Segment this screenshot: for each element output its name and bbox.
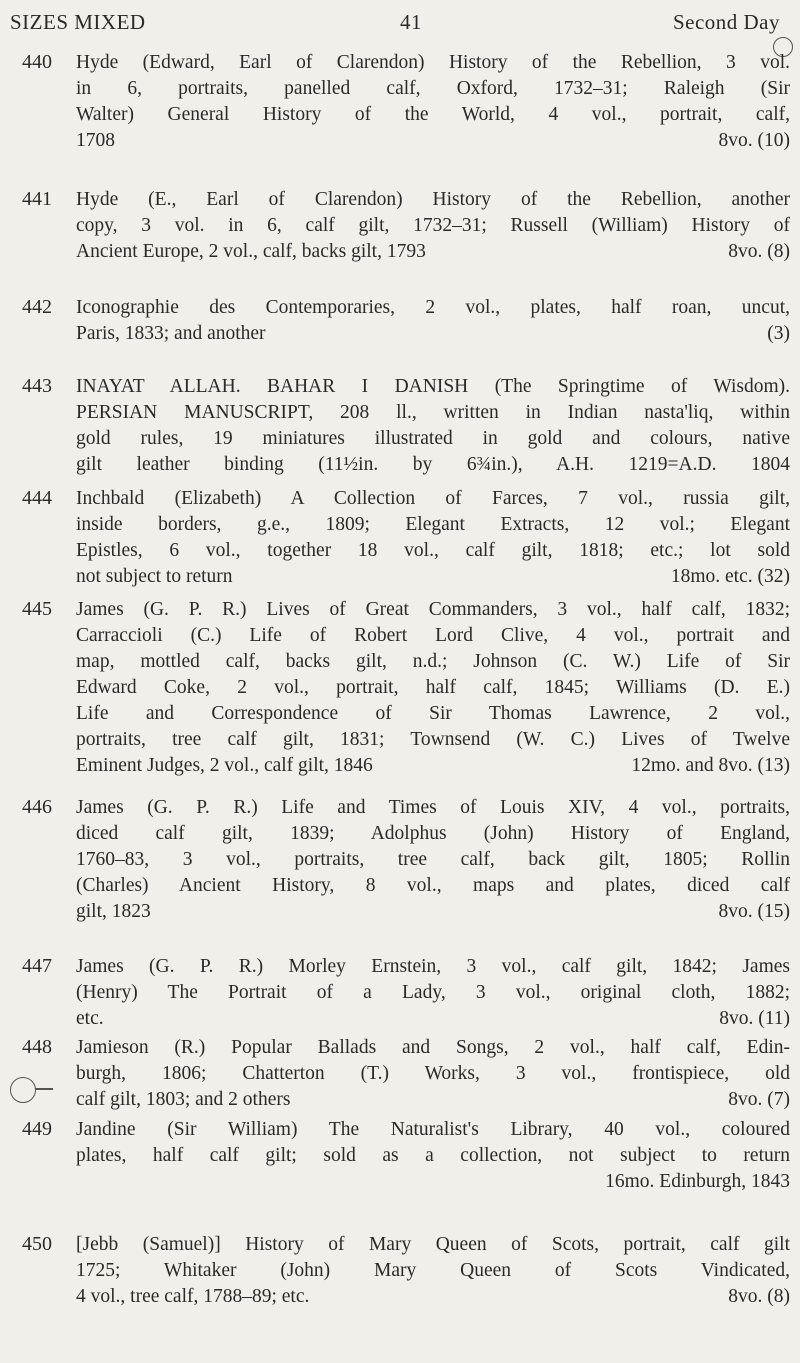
page-header [10,10,780,38]
lot-line: diced calf gilt, 1839; Adolphus (John) History of England, [76,823,790,844]
lot-line: Jamieson (R.) Popular Ballads and Songs, 2 vol., half calf, Edin- [76,1037,790,1058]
lot-line: [Jebb (Samuel)] History of Mary Queen of Scots, portrait, calf gilt [76,1234,790,1255]
lot-description [76,1232,790,1310]
lot-format-count: 16mo. Edinburgh, 1843 [605,1171,790,1192]
lot-description [76,795,790,925]
lot-number: 444 [22,487,52,509]
lot-number: 440 [22,51,52,73]
margin-pointer-line [35,1088,53,1090]
header-day: Second Day [672,10,780,34]
lot-final-line [76,321,790,347]
lot-line: Walter) General History of the World, 4 vol., portrait, calf, [76,104,790,125]
lot-number: 447 [22,955,52,977]
lot-format-count: 8vo. (8) [728,241,790,262]
lot-final-line [76,128,790,154]
lot-number: 448 [22,1036,52,1058]
lot-line: burgh, 1806; Chatterton (T.) Works, 3 vol., frontispiece, old [76,1063,790,1084]
lot-line: 1760–83, 3 vol., portraits, tree calf, back gilt, 1805; Rollin [76,849,790,870]
lot-line: in 6, portraits, panelled calf, Oxford, 1732–31; Raleigh (Sir [76,78,790,99]
lot-line: Hyde (E., Earl of Clarendon) History of the Rebellion, another [76,189,790,210]
lot-format-count: 8vo. (11) [719,1008,790,1029]
lot-description [76,187,790,265]
lot-final-text: Paris, 1833; and another [76,323,266,344]
lot-description [76,954,790,1032]
lot-number: 442 [22,296,52,318]
lot-line: copy, 3 vol. in 6, calf gilt, 1732–31; Russell (William) History of [76,215,790,236]
lot-line: (Henry) The Portrait of a Lady, 3 vol., original cloth, 1882; [76,982,790,1003]
lot-description [76,597,790,779]
lot-final-text: Eminent Judges, 2 vol., calf gilt, 1846 [76,755,373,776]
lot-line: Jandine (Sir William) The Naturalist's Library, 40 vol., coloured [76,1119,790,1140]
lot-number: 450 [22,1233,52,1255]
lot-final-line [76,1284,790,1310]
lot-final-text: etc. [76,1008,104,1029]
lot-line: James (G. P. R.) Life and Times of Louis XIV, 4 vol., portraits, [76,797,790,818]
lot-description [76,1117,790,1195]
lot-number: 443 [22,375,52,397]
lot-line: Life and Correspondence of Sir Thomas Lawrence, 2 vol., [76,703,790,724]
lot-description [76,295,790,347]
lot-final-line [76,899,790,925]
lot-line: James (G. P. R.) Lives of Great Commanders, 3 vol., half calf, 1832; [76,599,790,620]
lot-final-line [76,239,790,265]
lot-number: 445 [22,598,52,620]
lot-format-count: 12mo. and 8vo. (13) [631,755,790,776]
lot-line: inside borders, g.e., 1809; Elegant Extracts, 12 vol.; Elegant [76,514,790,535]
margin-circle-icon [10,1077,36,1103]
lot-final-text: gilt, 1823 [76,901,151,922]
lot-description [76,374,790,478]
lot-final-line [76,564,790,590]
lot-line: gold rules, 19 miniatures illustrated in gold and colours, native [76,428,790,449]
lot-number: 441 [22,188,52,210]
lot-line: Hyde (Edward, Earl of Clarendon) History of the Rebellion, 3 vol. [76,52,790,73]
lot-description [76,1035,790,1113]
lot-final-text: calf gilt, 1803; and 2 others [76,1089,291,1110]
lot-line: gilt leather binding (11½in. by 6¾in.), A.H. 1219=A.D. 1804 [76,454,790,475]
lot-line: PERSIAN MANUSCRIPT, 208 ll., written in Indian nasta'liq, within [76,402,790,423]
lot-line: INAYAT ALLAH. BAHAR I DANISH (The Springtime of Wisdom). [76,376,790,397]
page-number: 41 [400,10,422,34]
lot-format-count: 8vo. (7) [728,1089,790,1110]
lot-final-line [76,1006,790,1032]
lot-format-count: 8vo. (10) [718,130,790,151]
lot-line: (Charles) Ancient History, 8 vol., maps and plates, diced calf [76,875,790,896]
lot-line: Carraccioli (C.) Life of Robert Lord Clive, 4 vol., portrait and [76,625,790,646]
lot-line: plates, half calf gilt; sold as a collection, not subject to return [76,1145,790,1166]
lot-number: 449 [22,1118,52,1140]
lot-line: James (G. P. R.) Morley Ernstein, 3 vol., calf gilt, 1842; James [76,956,790,977]
lot-final-line [76,753,790,779]
lot-format-count: (3) [767,323,790,344]
lot-line: Epistles, 6 vol., together 18 vol., calf gilt, 1818; etc.; lot sold [76,540,790,561]
lot-line: portraits, tree calf gilt, 1831; Townsend (W. C.) Lives of Twelve [76,729,790,750]
lot-final-text: Ancient Europe, 2 vol., calf, backs gilt, 1793 [76,241,426,262]
lot-final-text: 4 vol., tree calf, 1788–89; etc. [76,1286,310,1307]
lot-description [76,486,790,590]
header-section-title: SIZES MIXED [10,10,146,34]
lot-format-count: 8vo. (8) [728,1286,790,1307]
lot-final-text: not subject to return [76,566,233,587]
lot-line: Inchbald (Elizabeth) A Collection of Farces, 7 vol., russia gilt, [76,488,790,509]
lot-line: Iconographie des Contemporaries, 2 vol., plates, half roan, uncut, [76,297,790,318]
lot-final-line [76,1087,790,1113]
lot-number: 446 [22,796,52,818]
lot-final-line [76,1169,790,1195]
lot-line: 1725; Whitaker (John) Mary Queen of Scots Vindicated, [76,1260,790,1281]
lot-final-text: 1708 [76,130,115,151]
lot-format-count: 18mo. etc. (32) [670,566,790,587]
lot-line: Edward Coke, 2 vol., portrait, half calf, 1845; Williams (D. E.) [76,677,790,698]
lot-description [76,50,790,154]
lot-format-count: 8vo. (15) [718,901,790,922]
lot-line: map, mottled calf, backs gilt, n.d.; Johnson (C. W.) Life of Sir [76,651,790,672]
